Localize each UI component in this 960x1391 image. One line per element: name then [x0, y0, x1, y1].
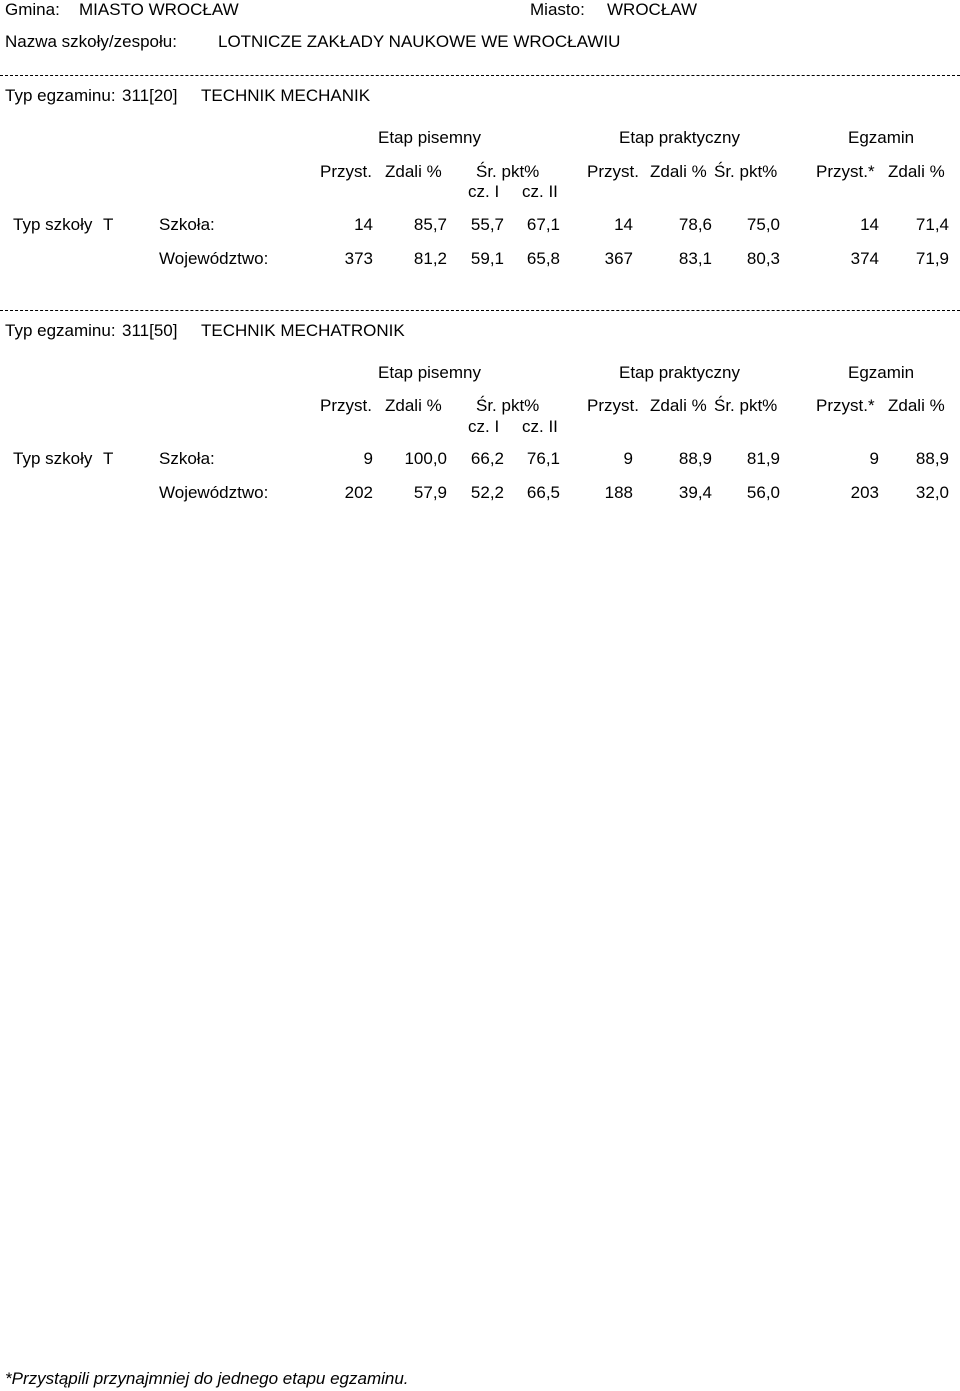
- cell-practical-zdali: 83,1: [678, 249, 712, 268]
- cell-exam-przyst: 9: [869, 449, 879, 468]
- cell-written-cz2: 67,1: [526, 215, 560, 234]
- col-cz1: cz. I: [468, 417, 500, 436]
- cell-written-przyst: 9: [363, 449, 373, 468]
- col-przyst: Przyst.: [587, 162, 639, 181]
- cell-written-zdali: 81,2: [413, 249, 447, 268]
- cell-practical-przyst: 14: [614, 215, 633, 234]
- col-przyst: Przyst.: [320, 162, 372, 181]
- exam-code: 311[20]: [122, 86, 178, 105]
- cell-exam-zdali: 32,0: [915, 483, 949, 502]
- col-sr-pkt: Śr. pkt%: [476, 162, 540, 181]
- school-value: LOTNICZE ZAKŁADY NAUKOWE WE WROCŁAWIU: [218, 32, 621, 51]
- cell-written-cz2: 66,5: [526, 483, 560, 502]
- cell-exam-zdali: 88,9: [915, 449, 949, 468]
- cell-written-zdali: 85,7: [413, 215, 447, 234]
- cell-practical-sr-pkt: 75,0: [746, 215, 780, 234]
- col-zdali: Zdali %: [385, 396, 442, 415]
- cell-written-zdali: 100,0: [404, 449, 447, 468]
- cell-written-przyst: 14: [354, 215, 373, 234]
- cell-written-przyst: 373: [344, 249, 373, 268]
- miasto-label: Miasto:: [530, 0, 585, 19]
- group-exam-header: Egzamin: [848, 128, 915, 147]
- col-zdali: Zdali %: [650, 162, 707, 181]
- gmina-value: MIASTO WROCŁAW: [79, 0, 239, 19]
- footnote: *Przystąpili przynajmniej do jednego etapu egzaminu.: [5, 1369, 409, 1388]
- group-written-header: Etap pisemny: [378, 363, 481, 382]
- cell-practical-przyst: 9: [623, 449, 633, 468]
- col-cz2: cz. II: [522, 417, 558, 436]
- col-przyst-star: Przyst.*: [816, 162, 875, 181]
- cell-practical-zdali: 88,9: [678, 449, 712, 468]
- col-przyst: Przyst.: [320, 396, 372, 415]
- cell-practical-przyst: 188: [604, 483, 633, 502]
- row-label: Szkoła:: [159, 215, 215, 234]
- cell-practical-zdali: 78,6: [678, 215, 712, 234]
- col-przyst: Przyst.: [587, 396, 639, 415]
- exam-code: 311[50]: [122, 321, 178, 340]
- col-zdali: Zdali %: [650, 396, 707, 415]
- col-zdali: Zdali %: [888, 162, 945, 181]
- cell-practical-sr-pkt: 56,0: [746, 483, 780, 502]
- cell-written-zdali: 57,9: [413, 483, 447, 502]
- row-label: Województwo:: [159, 483, 269, 502]
- cell-exam-przyst: 374: [850, 249, 879, 268]
- col-zdali: Zdali %: [385, 162, 442, 181]
- col-przyst-star: Przyst.*: [816, 396, 875, 415]
- col-sr-pkt: Śr. pkt%: [714, 162, 778, 181]
- cell-practical-sr-pkt: 80,3: [746, 249, 780, 268]
- school-label: Nazwa szkoły/zespołu:: [5, 32, 177, 51]
- cell-exam-zdali: 71,4: [915, 215, 949, 234]
- col-cz1: cz. I: [468, 182, 500, 201]
- exam-name: TECHNIK MECHANIK: [201, 86, 371, 105]
- cell-written-przyst: 202: [344, 483, 373, 502]
- cell-written-cz1: 59,1: [470, 249, 504, 268]
- group-practical-header: Etap praktyczny: [619, 128, 740, 147]
- school-type-label: Typ szkoły: [13, 215, 93, 234]
- cell-written-cz2: 76,1: [526, 449, 560, 468]
- cell-practical-zdali: 39,4: [678, 483, 712, 502]
- exam-name: TECHNIK MECHATRONIK: [201, 321, 405, 340]
- gmina-label: Gmina:: [5, 0, 60, 19]
- cell-exam-przyst: 14: [860, 215, 879, 234]
- cell-exam-przyst: 203: [850, 483, 879, 502]
- school-type-value: T: [103, 449, 114, 468]
- group-written-header: Etap pisemny: [378, 128, 481, 147]
- cell-practical-sr-pkt: 81,9: [746, 449, 780, 468]
- col-sr-pkt: Śr. pkt%: [714, 396, 778, 415]
- cell-written-cz1: 66,2: [470, 449, 504, 468]
- cell-practical-przyst: 367: [604, 249, 633, 268]
- cell-written-cz1: 55,7: [470, 215, 504, 234]
- school-type-value: T: [103, 215, 114, 234]
- school-type-label: Typ szkoły: [13, 449, 93, 468]
- miasto-value: WROCŁAW: [607, 0, 698, 19]
- section-divider: [0, 75, 960, 76]
- exam-type-label: Typ egzaminu:: [5, 321, 116, 340]
- col-sr-pkt: Śr. pkt%: [476, 396, 540, 415]
- group-exam-header: Egzamin: [848, 363, 915, 382]
- group-practical-header: Etap praktyczny: [619, 363, 740, 382]
- section-divider: [0, 310, 960, 311]
- cell-exam-zdali: 71,9: [915, 249, 949, 268]
- row-label: Województwo:: [159, 249, 269, 268]
- col-cz2: cz. II: [522, 182, 558, 201]
- col-zdali: Zdali %: [888, 396, 945, 415]
- row-label: Szkoła:: [159, 449, 215, 468]
- exam-type-label: Typ egzaminu:: [5, 86, 116, 105]
- cell-written-cz1: 52,2: [470, 483, 504, 502]
- cell-written-cz2: 65,8: [526, 249, 560, 268]
